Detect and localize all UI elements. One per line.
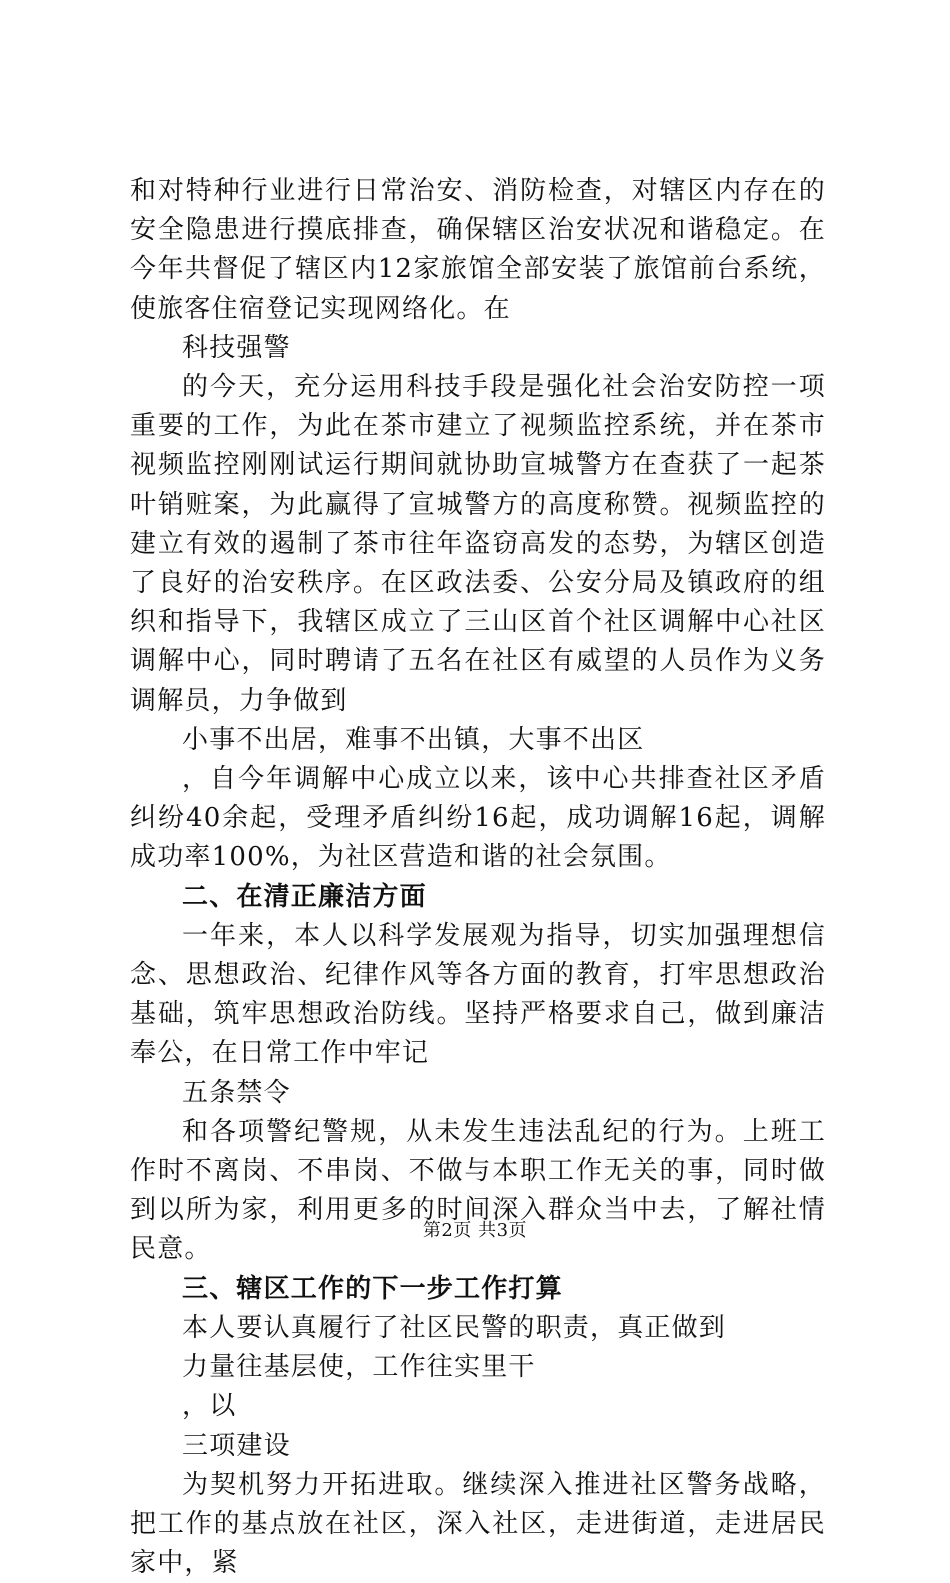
paragraph-6: 一年来，本人以科学发展观为指导，切实加强理想信念、思想政治、纪律作风等各方面的教育，打牢思想政治基础，筑牢思想政治防线。坚持严格要求自己，做到廉洁奉公，在日常工作中牢记 bbox=[130, 920, 826, 1069]
paragraph-12: 三项建设 bbox=[182, 1430, 291, 1461]
paragraph-1: 和对特种行业进行日常治安、消防检查，对辖区内存在的安全隐患进行摸底排查，确保辖区治安状况和谐稳定。在今年共督促了辖区内12家旅馆全部安装了旅馆前台系统，使旅客住宿登记实现网络化。在 bbox=[130, 176, 826, 324]
page-number-label: 第2页 共3页 bbox=[422, 1220, 528, 1241]
paragraph-11: ，以 bbox=[182, 1391, 237, 1422]
paragraph-13: 为契机努力开拓进取。继续深入推进社区警务战略，把工作的基点放在社区，深入社区，走进街道，走进居民家中，紧 bbox=[130, 1469, 826, 1579]
page-footer bbox=[0, 1216, 950, 1242]
paragraph-2: 科技强警 bbox=[182, 332, 291, 363]
section-heading-2: 二、在清正廉洁方面 bbox=[182, 881, 427, 912]
paragraph-3: 的今天，充分运用科技手段是强化社会治安防控一项重要的工作，为此在茶市建立了视频监控系统，并在茶市视频监控刚刚试运行期间就协助宣城警方在查获了一起茶叶销赃案，为此赢得了宣城警方的高度称赞。视频监控的建立有效的遏制了茶市往年盗窃高发的态势，为辖区创造了良好的治安秩序。在区政法委、公安分局及镇政府的组织和指导下，我辖区成立了三山区首个社区调解中心社区调解中心，同时聘请了五名在社区有威望的人员作为义务调解员，力争做到 bbox=[130, 372, 826, 716]
section-heading-3: 三、辖区工作的下一步工作打算 bbox=[182, 1273, 563, 1304]
paragraph-7: 五条禁令 bbox=[182, 1077, 291, 1108]
paragraph-5: ，自今年调解中心成立以来，该中心共排查社区矛盾纠纷40余起，受理矛盾纠纷16起，成功调解16起，调解成功率100%，为社区营造和谐的社会氛围。 bbox=[130, 764, 826, 873]
document-body bbox=[130, 172, 826, 1583]
paragraph-4: 小事不出居，难事不出镇，大事不出区 bbox=[182, 724, 645, 755]
paragraph-8: 和各项警纪警规，从未发生违法乱纪的行为。上班工作时不离岗、不串岗、不做与本职工作无关的事，同时做到以所为家，利用更多的时间深入群众当中去，了解社情民意。 bbox=[130, 1116, 826, 1265]
paragraph-9: 本人要认真履行了社区民警的职责，真正做到 bbox=[182, 1312, 727, 1343]
paragraph-10: 力量往基层使，工作往实里干 bbox=[182, 1352, 536, 1383]
